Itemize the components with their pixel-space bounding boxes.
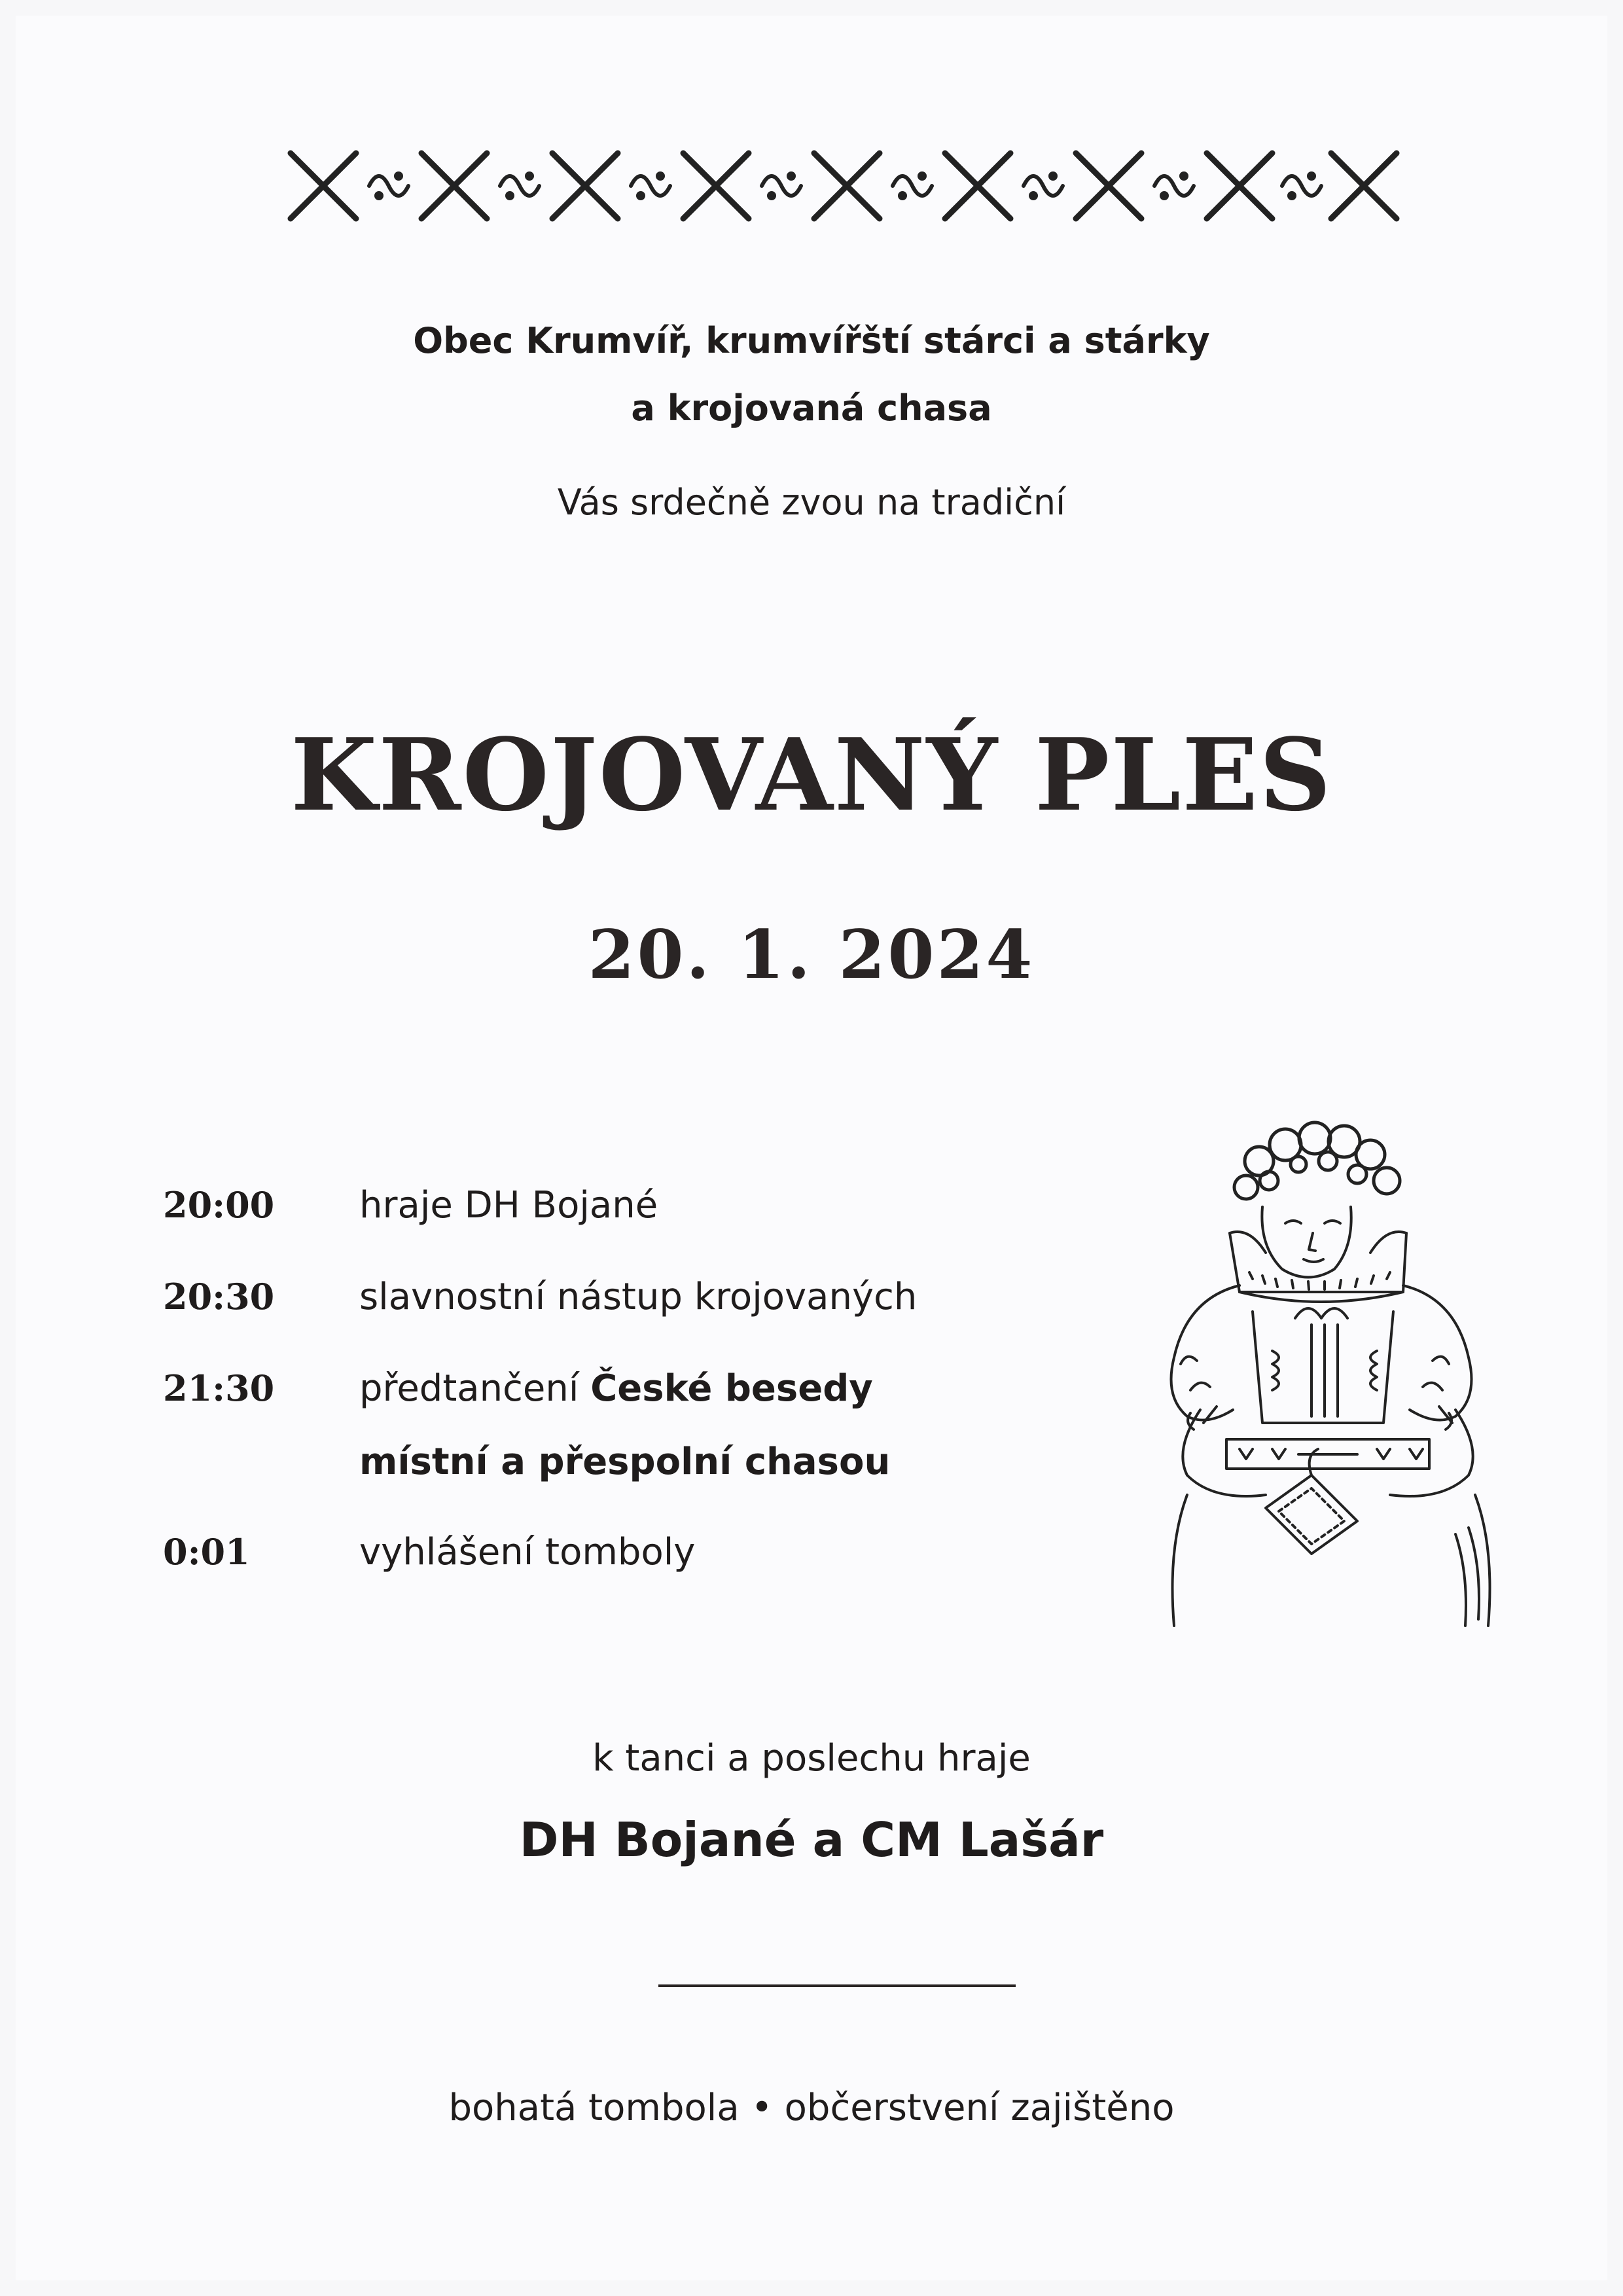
organizers-line-1: Obec Krumvíř, krumvířští stárci a stárky <box>413 320 1210 361</box>
footer-line <box>16 2087 1607 2129</box>
footer-refreshments: občerstvení zajištěno <box>784 2087 1175 2129</box>
invitation-page <box>16 16 1607 2280</box>
schedule-text: hraje DH Bojané <box>359 1184 658 1227</box>
organizers-line-2: a krojovaná chasa <box>631 387 992 429</box>
schedule-text: slavnostní nástup krojovaných <box>359 1276 918 1318</box>
folk-costume-woman-illustration <box>1128 1076 1534 1632</box>
schedule-text-bold: místní a přespolní chasou <box>359 1441 891 1483</box>
invitation-text: Vás srdečně zvou na tradiční <box>557 482 1066 523</box>
schedule-text-bold-line2 <box>359 1441 890 1483</box>
schedule-time: 20:30 <box>163 1276 275 1318</box>
music-intro: k tanci a poslechu hraje <box>592 1737 1031 1780</box>
footer-raffle: bohatá tombola <box>448 2087 740 2129</box>
schedule-time: 20:00 <box>163 1184 275 1226</box>
event-date: 20. 1. 2024 <box>588 916 1035 994</box>
folk-ornament-border-icon <box>284 143 1403 228</box>
schedule-text <box>359 1367 873 1410</box>
schedule-text: vyhlášení tomboly <box>359 1531 696 1573</box>
event-title: KROJOVANÝ PLES <box>291 716 1332 833</box>
schedule-text-plain: předtančení <box>359 1367 591 1410</box>
music-bands: DH Bojané a CM Lašár <box>519 1812 1104 1867</box>
footer-separator: • <box>751 2087 773 2129</box>
schedule-time: 0:01 <box>163 1531 250 1573</box>
schedule-text-bold: České besedy <box>590 1367 873 1410</box>
divider <box>658 1984 1016 1987</box>
schedule-time: 21:30 <box>163 1367 275 1409</box>
